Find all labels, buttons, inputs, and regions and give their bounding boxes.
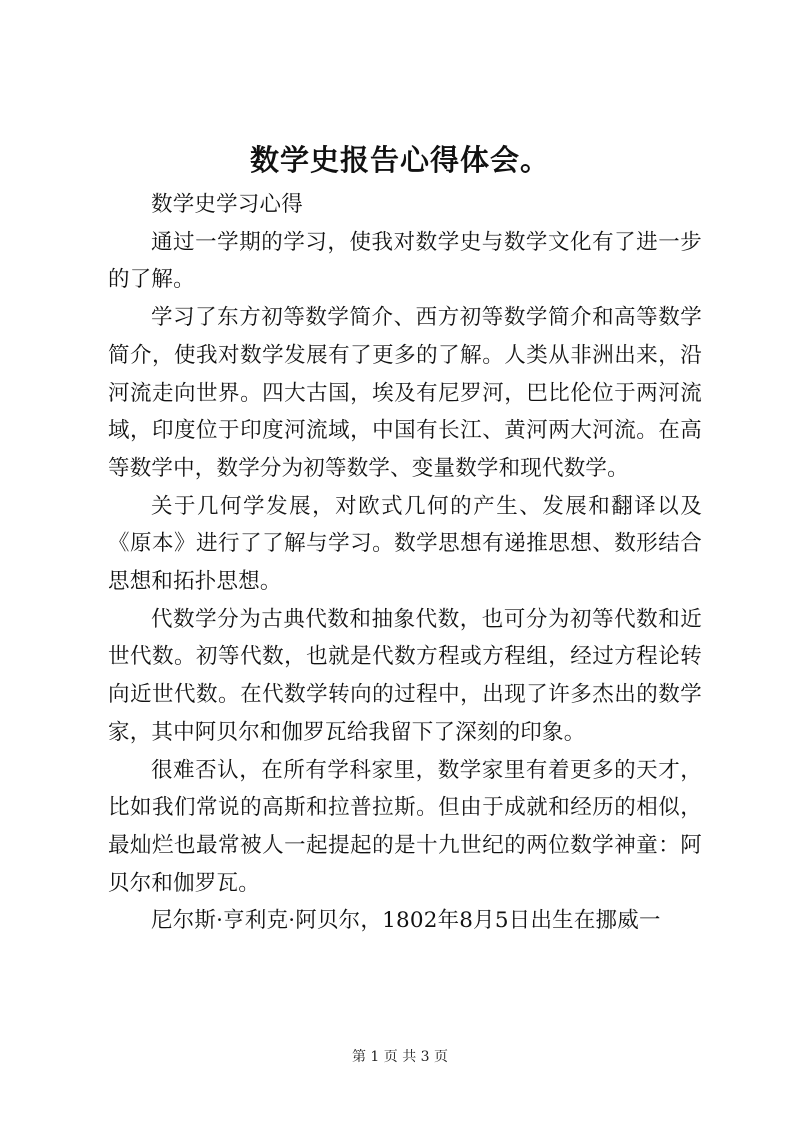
paragraph-3: 关于几何学发展，对欧式几何的产生、发展和翻译以及《原本》进行了了解与学习。数学思想有递推思想、数形结合思想和拓扑思想。 <box>108 493 702 595</box>
paragraph-6: 尼尔斯·亨利克·阿贝尔，1802年8月5日出生在挪威一 <box>151 908 661 934</box>
document-title: 数学史报告心得体会。 <box>249 143 550 177</box>
paragraph-1: 通过一学期的学习，使我对数学史与数学文化有了进一步的了解。 <box>108 229 702 293</box>
page-footer: 第 1 页 共 3 页 <box>351 1049 449 1065</box>
document-body <box>108 186 702 940</box>
paragraph-5: 很难否认，在所有学科家里，数学家里有着更多的天才，比如我们常说的高斯和拉普拉斯。但由于成就和经历的相似，最灿烂也最常被人一起提起的是十九世纪的两位数学神童：阿贝尔和伽罗瓦。 <box>108 757 702 896</box>
paragraph-4: 代数学分为古典代数和抽象代数，也可分为初等代数和近世代数。初等代数，也就是代数方程或方程组，经过方程论转向近世代数。在代数学转向的过程中，出现了许多杰出的数学家，其中阿贝尔和伽罗瓦给我留下了深刻的印象。 <box>108 606 702 745</box>
paragraph-2: 学习了东方初等数学简介、西方初等数学简介和高等数学简介，使我对数学发展有了更多的了解。人类从非洲出来，沿河流走向世界。四大古国，埃及有尼罗河，巴比伦位于两河流域，印度位于印度河流域，中国有长江、黄河两大河流。在高等数学中，数学分为初等数学、变量数学和现代数学。 <box>108 305 702 481</box>
section-heading: 数学史学习心得 <box>151 192 303 217</box>
